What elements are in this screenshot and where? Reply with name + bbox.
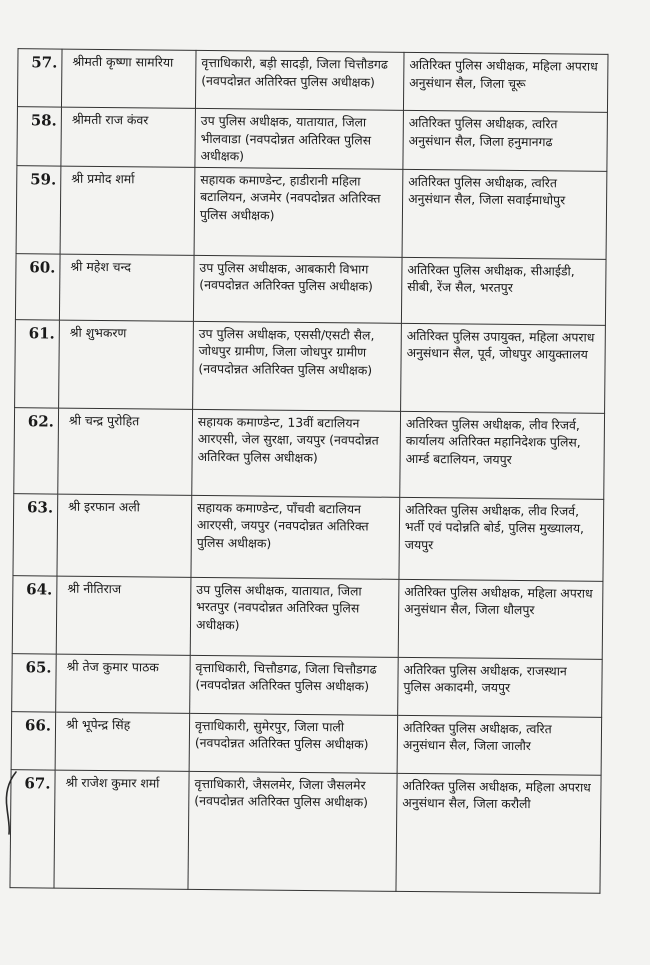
officer-name: श्री शुभकरण xyxy=(59,320,194,409)
officer-name: श्री प्रमोद शर्मा xyxy=(60,166,195,255)
serial-number: 57. xyxy=(17,49,62,107)
serial-number: 67. xyxy=(10,769,55,887)
current-posting: उप पुलिस अधीक्षक, एससी/एसटी सैल, जोधपुर ग्रामीण, जिला जोधपुर ग्रामीण (नवपदोन्नत अतिरिक्त पुलिस अधीक्षक) xyxy=(193,321,402,411)
serial-number: 62. xyxy=(14,407,59,493)
table-row xyxy=(12,653,603,717)
officer-name: श्री महेश चन्द xyxy=(59,254,194,321)
table-row xyxy=(10,769,601,893)
serial-number: 63. xyxy=(13,493,58,575)
current-posting: वृत्ताधिकारी, सुमेरपुर, जिला पाली (नवपदोन्नत अतिरिक्त पुलिस अधीक्षक) xyxy=(189,713,398,773)
new-posting: अतिरिक्त पुलिस अधीक्षक, राजस्थान पुलिस अकादमी, जयपुर xyxy=(398,657,603,717)
table-row xyxy=(17,49,608,113)
new-posting: अतिरिक्त पुलिस अधीक्षक, त्वरित अनुसंधान सैल, जिला सवाईमाधोपुर xyxy=(402,169,607,259)
officer-name: श्रीमती राज कंवर xyxy=(61,107,196,167)
current-posting: सहायक कमाण्डेन्ट, पाँचवी बटालियन आरएसी, जयपुर (नवपदोन्नत अतिरिक्त पुलिस अधीक्षक) xyxy=(191,495,400,579)
officer-name: श्री भूपेन्द्र सिंह xyxy=(55,712,190,771)
current-posting: वृत्ताधिकारी, बड़ी सादड़ी, जिला चित्तौडगढ (नवपदोन्नत अतिरिक्त पुलिस अधीक्षक) xyxy=(195,50,404,110)
new-posting: अतिरिक्त पुलिस अधीक्षक, त्वरित अनुसंधान सैल, जिला हनुमानगढ xyxy=(403,110,608,170)
pen-tick-mark xyxy=(2,768,24,838)
serial-number: 61. xyxy=(15,319,60,407)
table-row xyxy=(11,711,602,775)
table-row xyxy=(15,319,606,413)
serial-number: 59. xyxy=(16,165,61,253)
current-posting: उप पुलिस अधीक्षक, यातायात, जिला भीलवाडा (नवपदोन्नत अतिरिक्त पुलिस अधीक्षक) xyxy=(195,108,404,168)
officer-name: श्री राजेश कुमार शर्मा xyxy=(54,770,189,889)
current-posting: उप पुलिस अधीक्षक, आबकारी विभाग (नवपदोन्नत अतिरिक्त पुलिस अधीक्षक) xyxy=(193,255,402,323)
table-row xyxy=(17,107,608,171)
current-posting: सहायक कमाण्डेन्ट, हाडीरानी महिला बटालियन, अजमेर (नवपदोन्नत अतिरिक्त पुलिस अधीक्षक) xyxy=(194,167,403,257)
current-posting: उप पुलिस अधीक्षक, यातायात, जिला भरतपुर (नवपदोन्नत अतिरिक्त पुलिस अधीक्षक) xyxy=(190,577,399,657)
current-posting: सहायक कमाण्डेन्ट, 13वीं बटालियन आरएसी, जेल सुरक्षा, जयपुर (नवपदोन्नत अतिरिक्त पुलिस अधीक्षक) xyxy=(192,409,401,497)
serial-number: 65. xyxy=(12,653,57,711)
table-row xyxy=(14,407,605,499)
table-row xyxy=(13,493,604,581)
serial-number: 66. xyxy=(11,711,56,769)
officer-name: श्री नीतिराज xyxy=(56,576,191,655)
serial-number: 64. xyxy=(12,575,57,653)
serial-number: 60. xyxy=(15,253,60,319)
postings-table xyxy=(9,48,608,893)
officer-name: श्री इरफान अली xyxy=(57,494,192,577)
serial-number: 58. xyxy=(17,107,62,166)
table-row xyxy=(12,575,603,659)
new-posting: अतिरिक्त पुलिस अधीक्षक, महिला अपराध अनुसंधान सैल, जिला धौलपुर xyxy=(398,579,603,659)
new-posting: अतिरिक्त पुलिस अधीक्षक, महिला अपराध अनुसंधान सैल, जिला चूरू xyxy=(403,52,608,112)
new-posting: अतिरिक्त पुलिस अधीक्षक, त्वरित अनुसंधान सैल, जिला जालौर xyxy=(397,715,602,775)
table-row xyxy=(15,253,606,325)
table-row xyxy=(16,165,607,259)
new-posting: अतिरिक्त पुलिस उपायुक्त, महिला अपराध अनुसंधान सैल, पूर्व, जोधपुर आयुक्तालय xyxy=(401,323,606,413)
officer-name: श्रीमती कृष्णा सामरिया xyxy=(61,49,196,108)
current-posting: वृत्ताधिकारी, चित्तौडगढ, जिला चित्तौडगढ (नवपदोन्नत अतिरिक्त पुलिस अधीक्षक) xyxy=(190,655,399,715)
new-posting: अतिरिक्त पुलिस अधीक्षक, सीआईडी, सीबी, रेंज सैल, भरतपुर xyxy=(401,257,606,325)
officer-name: श्री तेज कुमार पाठक xyxy=(56,654,191,713)
current-posting: वृत्ताधिकारी, जैसलमेर, जिला जैसलमेर (नवपदोन्नत अतिरिक्त पुलिस अधीक्षक) xyxy=(188,771,397,891)
new-posting: अतिरिक्त पुलिस अधीक्षक, लीव रिजर्व, भर्ती एवं पदोन्नति बोर्ड, पुलिस मुख्यालय, जयपुर xyxy=(399,497,604,581)
officer-name: श्री चन्द्र पुरोहित xyxy=(58,408,193,495)
new-posting: अतिरिक्त पुलिस अधीक्षक, लीव रिजर्व, कार्यालय अतिरिक्त महानिदेशक पुलिस, आर्म्ड बटालियन, जयपुर xyxy=(400,411,605,499)
new-posting: अतिरिक्त पुलिस अधीक्षक, महिला अपराध अनुसंधान सैल, जिला करौली xyxy=(396,773,601,893)
